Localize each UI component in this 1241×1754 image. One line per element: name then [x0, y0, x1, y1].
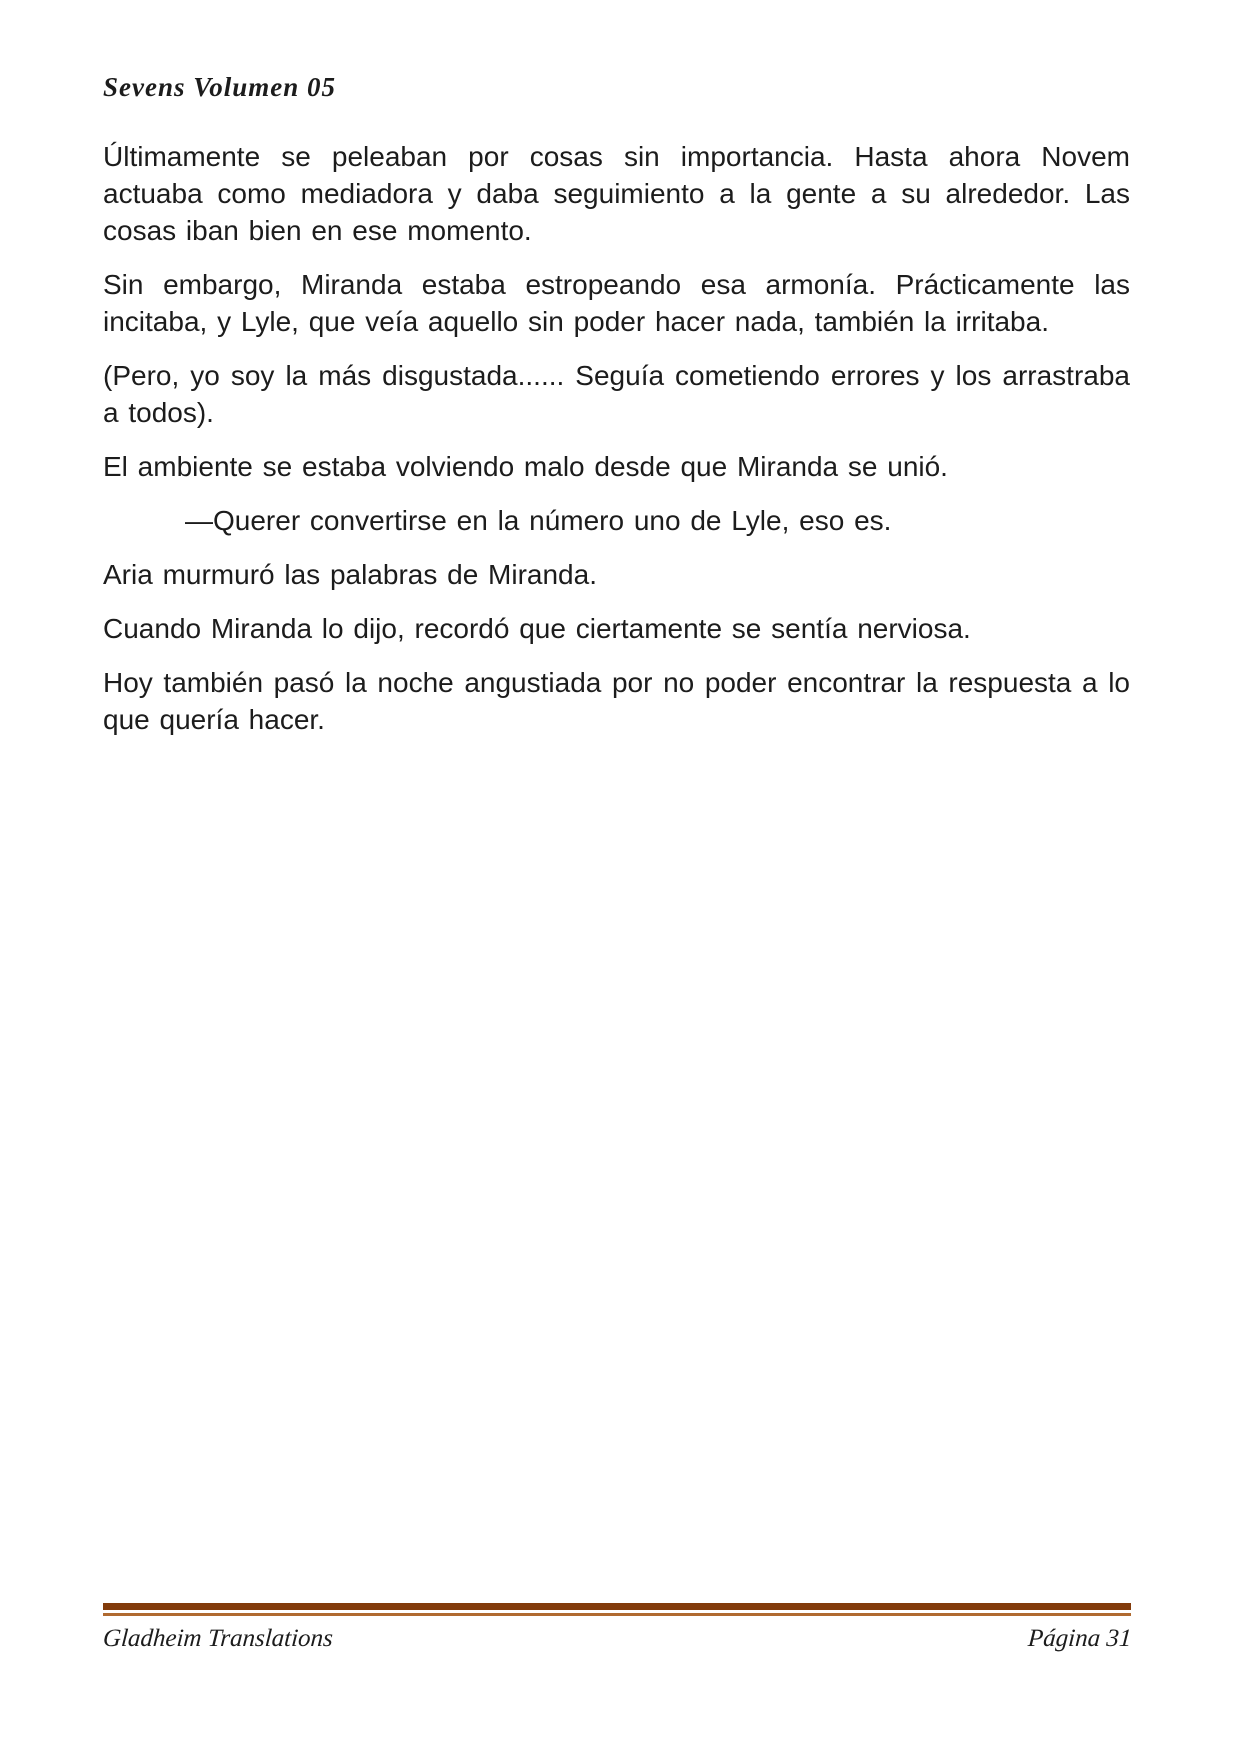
paragraph: Hoy también pasó la noche angustiada por no poder encontrar la respuesta a lo que quería hacer.: [103, 667, 1130, 735]
paragraph: Últimamente se peleaban por cosas sin importancia. Hasta ahora Novem actuaba como mediadora y daba seguimiento a la gente a su alrededor. Las cosas iban bien en ese momento.: [103, 141, 1130, 246]
footer-page-number: Página 31: [1026, 1625, 1132, 1652]
paragraph: Aria murmuró las palabras de Miranda.: [103, 559, 597, 590]
paragraph: El ambiente se estaba volviendo malo desde que Miranda se unió.: [103, 451, 948, 482]
paragraph: Sin embargo, Miranda estaba estropeando esa armonía. Prácticamente las incitaba, y Lyle, que veía aquello sin poder hacer nada, también la irritaba.: [103, 269, 1130, 337]
header-title: Sevens Volumen 05: [103, 72, 337, 102]
paragraph: Cuando Miranda lo dijo, recordó que ciertamente se sentía nerviosa.: [103, 613, 971, 644]
footer-rule-thick: [103, 1603, 1131, 1610]
document-body: [103, 138, 1130, 755]
footer-rule-thin: [103, 1613, 1131, 1616]
footer-translator-credit: Gladheim Translations: [102, 1625, 334, 1652]
page-footer: [103, 1603, 1131, 1653]
paragraph: —Querer convertirse en la número uno de Lyle, eso es.: [185, 505, 892, 536]
footer-text-row: [103, 1625, 1131, 1653]
paragraph: (Pero, yo soy la más disgustada...... Seguía cometiendo errores y los arrastraba a todos).: [103, 360, 1130, 428]
page-header: [103, 72, 1130, 103]
